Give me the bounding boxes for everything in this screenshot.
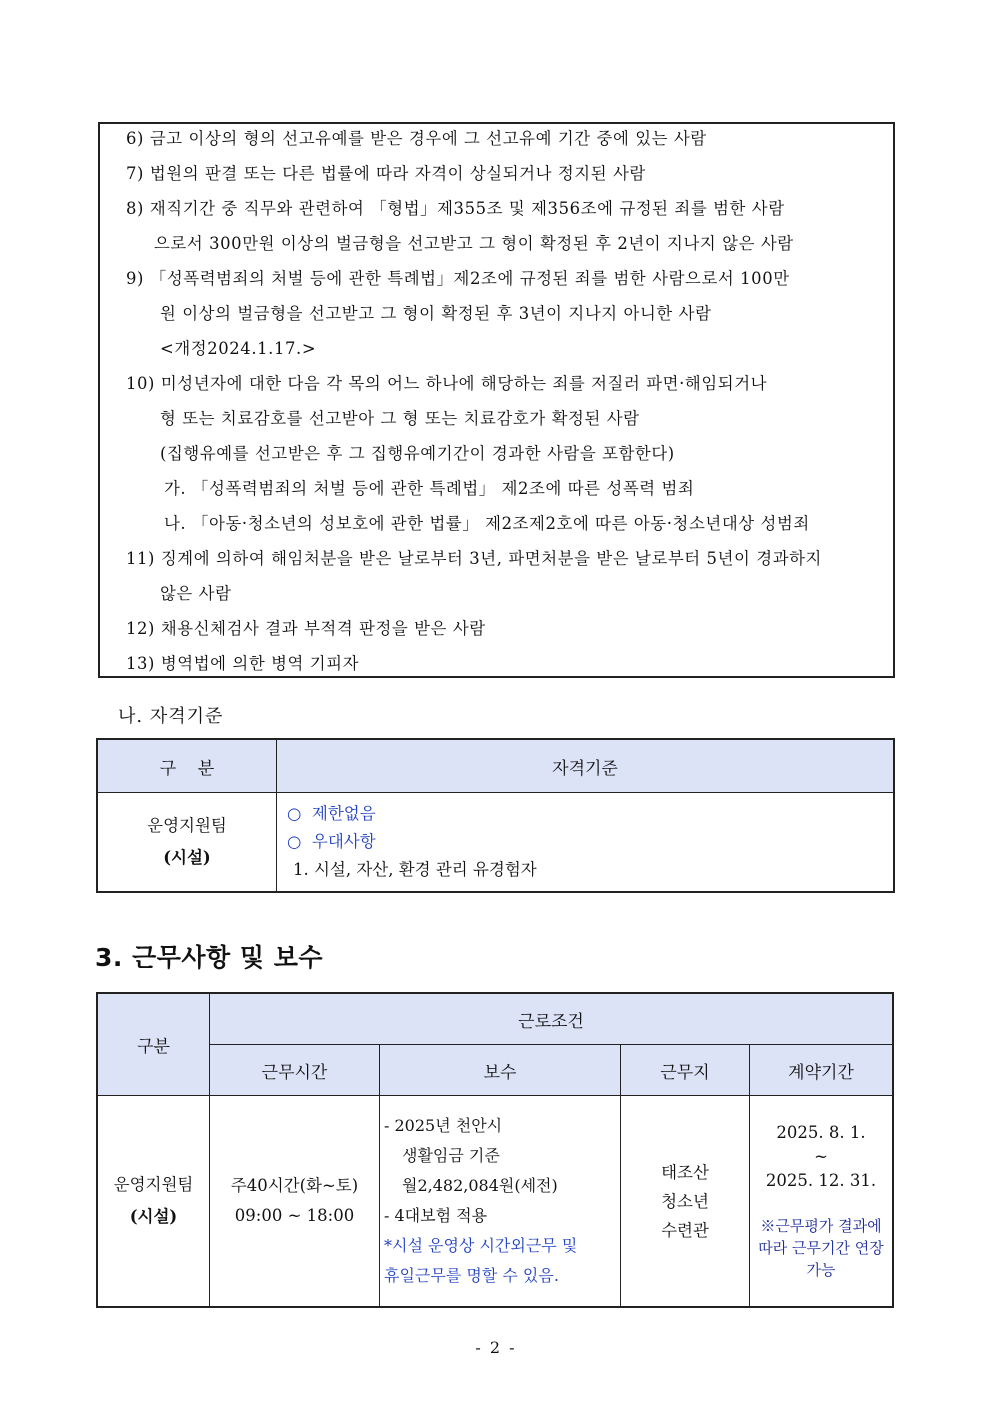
period-note-1: ※근무평가 결과에 xyxy=(760,1217,882,1235)
hours-daily: 09:00 ~ 18:00 xyxy=(234,1206,355,1225)
pay-line-4: - 4대보험 적용 xyxy=(384,1206,488,1225)
place-line-3: 수련관 xyxy=(661,1220,709,1240)
pay-line-2: 생활임금 기준 xyxy=(402,1146,500,1165)
header-pay: 보수 xyxy=(380,1045,621,1096)
team-name: 운영지원팀 xyxy=(113,1175,194,1194)
table-header-row xyxy=(97,739,894,793)
pay-cell xyxy=(380,1096,621,1308)
criteria-item-no-restriction: ○ 제한없음 xyxy=(287,804,376,823)
team-dept: (시설) xyxy=(163,848,211,867)
table-row xyxy=(97,1096,893,1308)
table-subheader-row xyxy=(97,1045,893,1096)
hours-weekly: 주40시간(화~토) xyxy=(230,1176,359,1195)
pay-note-2: 휴일근무를 명할 수 있음. xyxy=(384,1266,559,1285)
pay-line-3: 월2,482,084원(세전) xyxy=(402,1176,558,1195)
criteria-item-preference: ○ 우대사항 xyxy=(287,832,376,851)
work-conditions-table xyxy=(96,992,894,1308)
row-team-cell xyxy=(97,793,277,893)
disqualification-box xyxy=(98,122,895,678)
dq-line-10-ga: 가. 「성폭력범죄의 처벌 등에 관한 특례법」 제2조에 따른 성폭력 범죄 xyxy=(164,479,695,498)
period-cell xyxy=(750,1096,894,1308)
header-conditions: 근로조건 xyxy=(210,993,894,1045)
hours-cell xyxy=(210,1096,380,1308)
pay-line-1: - 2025년 천안시 xyxy=(384,1116,503,1135)
criteria-item-experience: 1. 시설, 자산, 환경 관리 유경험자 xyxy=(293,860,537,879)
dq-line-9c: <개정2024.1.17.> xyxy=(160,339,317,358)
header-criteria: 자격기준 xyxy=(277,739,895,793)
period-start: 2025. 8. 1. xyxy=(776,1123,866,1142)
dq-line-7: 7) 법원의 판결 또는 다른 법률에 따라 자격이 상실되거나 정지된 사람 xyxy=(126,164,646,183)
team-name: 운영지원팀 xyxy=(147,816,227,835)
header-place: 근무지 xyxy=(621,1045,750,1096)
period-tilde: ~ xyxy=(814,1147,828,1166)
dq-line-6: 6) 금고 이상의 형의 선고유예를 받은 경우에 그 선고유예 기간 중에 있는 사람 xyxy=(126,129,707,148)
header-period: 계약기간 xyxy=(750,1045,894,1096)
table-header-row xyxy=(97,993,893,1045)
dq-line-10a: 10) 미성년자에 대한 다음 각 목의 어느 하나에 해당하는 죄를 저질러 파면·해임되거나 xyxy=(126,374,768,393)
dq-line-11a: 11) 징계에 의하여 해임처분을 받은 날로부터 3년, 파면처분을 받은 날로부터 5년이 경과하지 xyxy=(126,549,822,568)
header-category: 구 분 xyxy=(97,739,277,793)
place-line-1: 태조산 xyxy=(661,1162,709,1182)
place-cell xyxy=(621,1096,750,1308)
period-note-2: 따라 근무기간 연장 xyxy=(758,1239,884,1257)
table-row xyxy=(97,793,894,893)
page-number: - 2 - xyxy=(475,1338,517,1357)
team-cell xyxy=(97,1096,210,1308)
dq-line-10c: (집행유예를 선고받은 후 그 집행유예기간이 경과한 사람을 포함한다) xyxy=(160,444,675,463)
dq-line-8a: 8) 재직기간 중 직무와 관련하여 「형법」제355조 및 제356조에 규정된 죄를 범한 사람 xyxy=(126,199,785,218)
period-end: 2025. 12. 31. xyxy=(765,1171,877,1190)
header-category: 구분 xyxy=(97,993,210,1096)
dq-line-9b: 원 이상의 벌금형을 선고받고 그 형이 확정된 후 3년이 지나지 아니한 사람 xyxy=(160,304,712,323)
criteria-cell xyxy=(277,793,895,893)
header-hours: 근무시간 xyxy=(210,1045,380,1096)
pay-note-1: *시설 운영상 시간외근무 및 xyxy=(384,1236,578,1255)
qualification-table xyxy=(96,738,895,893)
dq-line-11b: 않은 사람 xyxy=(160,584,232,603)
dq-line-10b: 형 또는 치료감호를 선고받아 그 형 또는 치료감호가 확정된 사람 xyxy=(160,409,640,428)
section-title-qualification: 나. 자격기준 xyxy=(118,706,224,727)
dq-line-8b: 으로서 300만원 이상의 벌금형을 선고받고 그 형이 확정된 후 2년이 지나지 않은 사람 xyxy=(154,234,794,253)
dq-line-13: 13) 병역법에 의한 병역 기피자 xyxy=(126,654,360,673)
dq-line-12: 12) 채용신체검사 결과 부적격 판정을 받은 사람 xyxy=(126,619,486,638)
period-note-3: 가능 xyxy=(806,1261,836,1279)
dq-line-10-na: 나. 「아동·청소년의 성보호에 관한 법률」 제2조제2호에 따른 아동·청소년대상 성범죄 xyxy=(164,514,810,533)
team-dept: (시설) xyxy=(129,1207,178,1226)
section-heading-work-pay: 3. 근무사항 및 보수 xyxy=(95,943,324,972)
dq-line-9a: 9) 「성폭력범죄의 처벌 등에 관한 특례법」제2조에 규정된 죄를 범한 사람으로서 100만 xyxy=(126,269,790,288)
place-line-2: 청소년 xyxy=(661,1191,709,1211)
